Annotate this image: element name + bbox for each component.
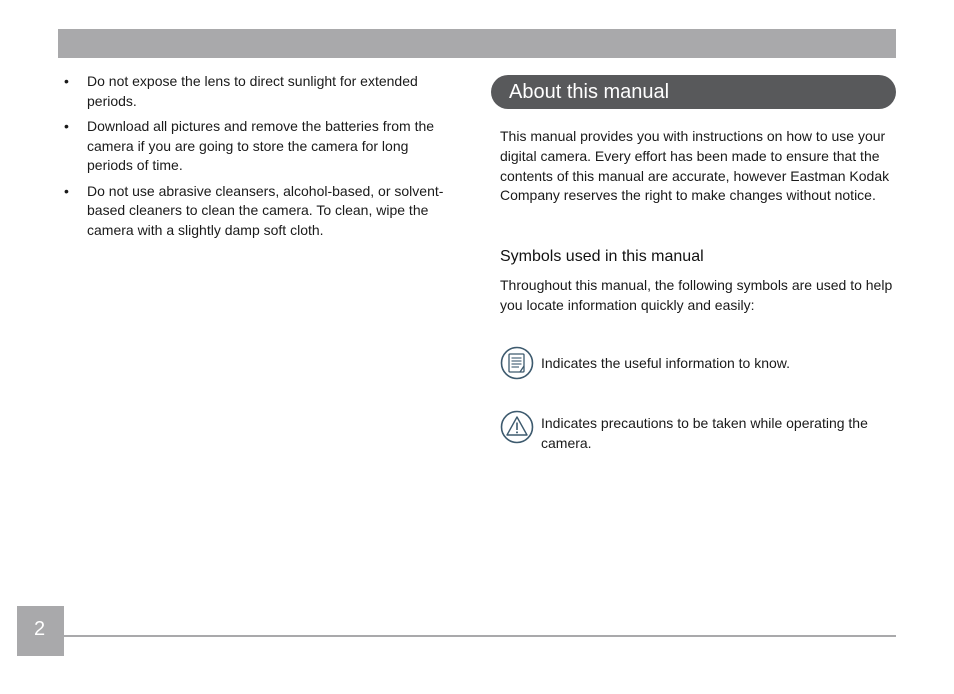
bullet-text: Do not use abrasive cleansers, alcohol-based, or solvent-based cleaners to clean the camera. To clean, wipe the camera with a slightly damp soft cloth.	[87, 182, 444, 238]
page-number: 2	[17, 606, 64, 656]
symbols-intro-paragraph: Throughout this manual, the following symbols are used to help you locate information quickly and easily:	[500, 277, 893, 313]
symbol-row-caution	[500, 410, 895, 453]
left-column	[62, 72, 447, 246]
symbol-caution-text: Indicates precautions to be taken while operating the camera.	[541, 415, 868, 451]
bullet-text: Download all pictures and remove the batteries from the camera if you are going to store the camera for long periods of time.	[87, 118, 435, 173]
symbol-note-text: Indicates the useful information to know.	[541, 355, 791, 371]
bullet-text: Do not expose the lens to direct sunlight for extended periods.	[87, 73, 418, 109]
list-item	[62, 72, 447, 111]
symbol-row-note	[500, 346, 895, 380]
section-title: About this manual	[491, 75, 896, 109]
bullet-dot: •	[64, 118, 69, 134]
bullet-dot: •	[64, 182, 69, 199]
bullet-dot: •	[64, 73, 69, 89]
symbols-heading: Symbols used in this manual	[500, 248, 704, 265]
care-bullet-list	[62, 72, 447, 240]
list-item	[62, 182, 447, 241]
note-icon	[500, 346, 534, 380]
intro-paragraph: This manual provides you with instructions on how to use your digital camera. Every effort has been made to ensure that the contents of this manual are accurate, however Eastman Kodak Company reserves the right to make changes without notice.	[500, 128, 890, 204]
caution-icon	[500, 410, 534, 444]
top-header-bar	[58, 29, 896, 58]
list-item	[62, 117, 447, 176]
footer-divider	[64, 635, 896, 637]
